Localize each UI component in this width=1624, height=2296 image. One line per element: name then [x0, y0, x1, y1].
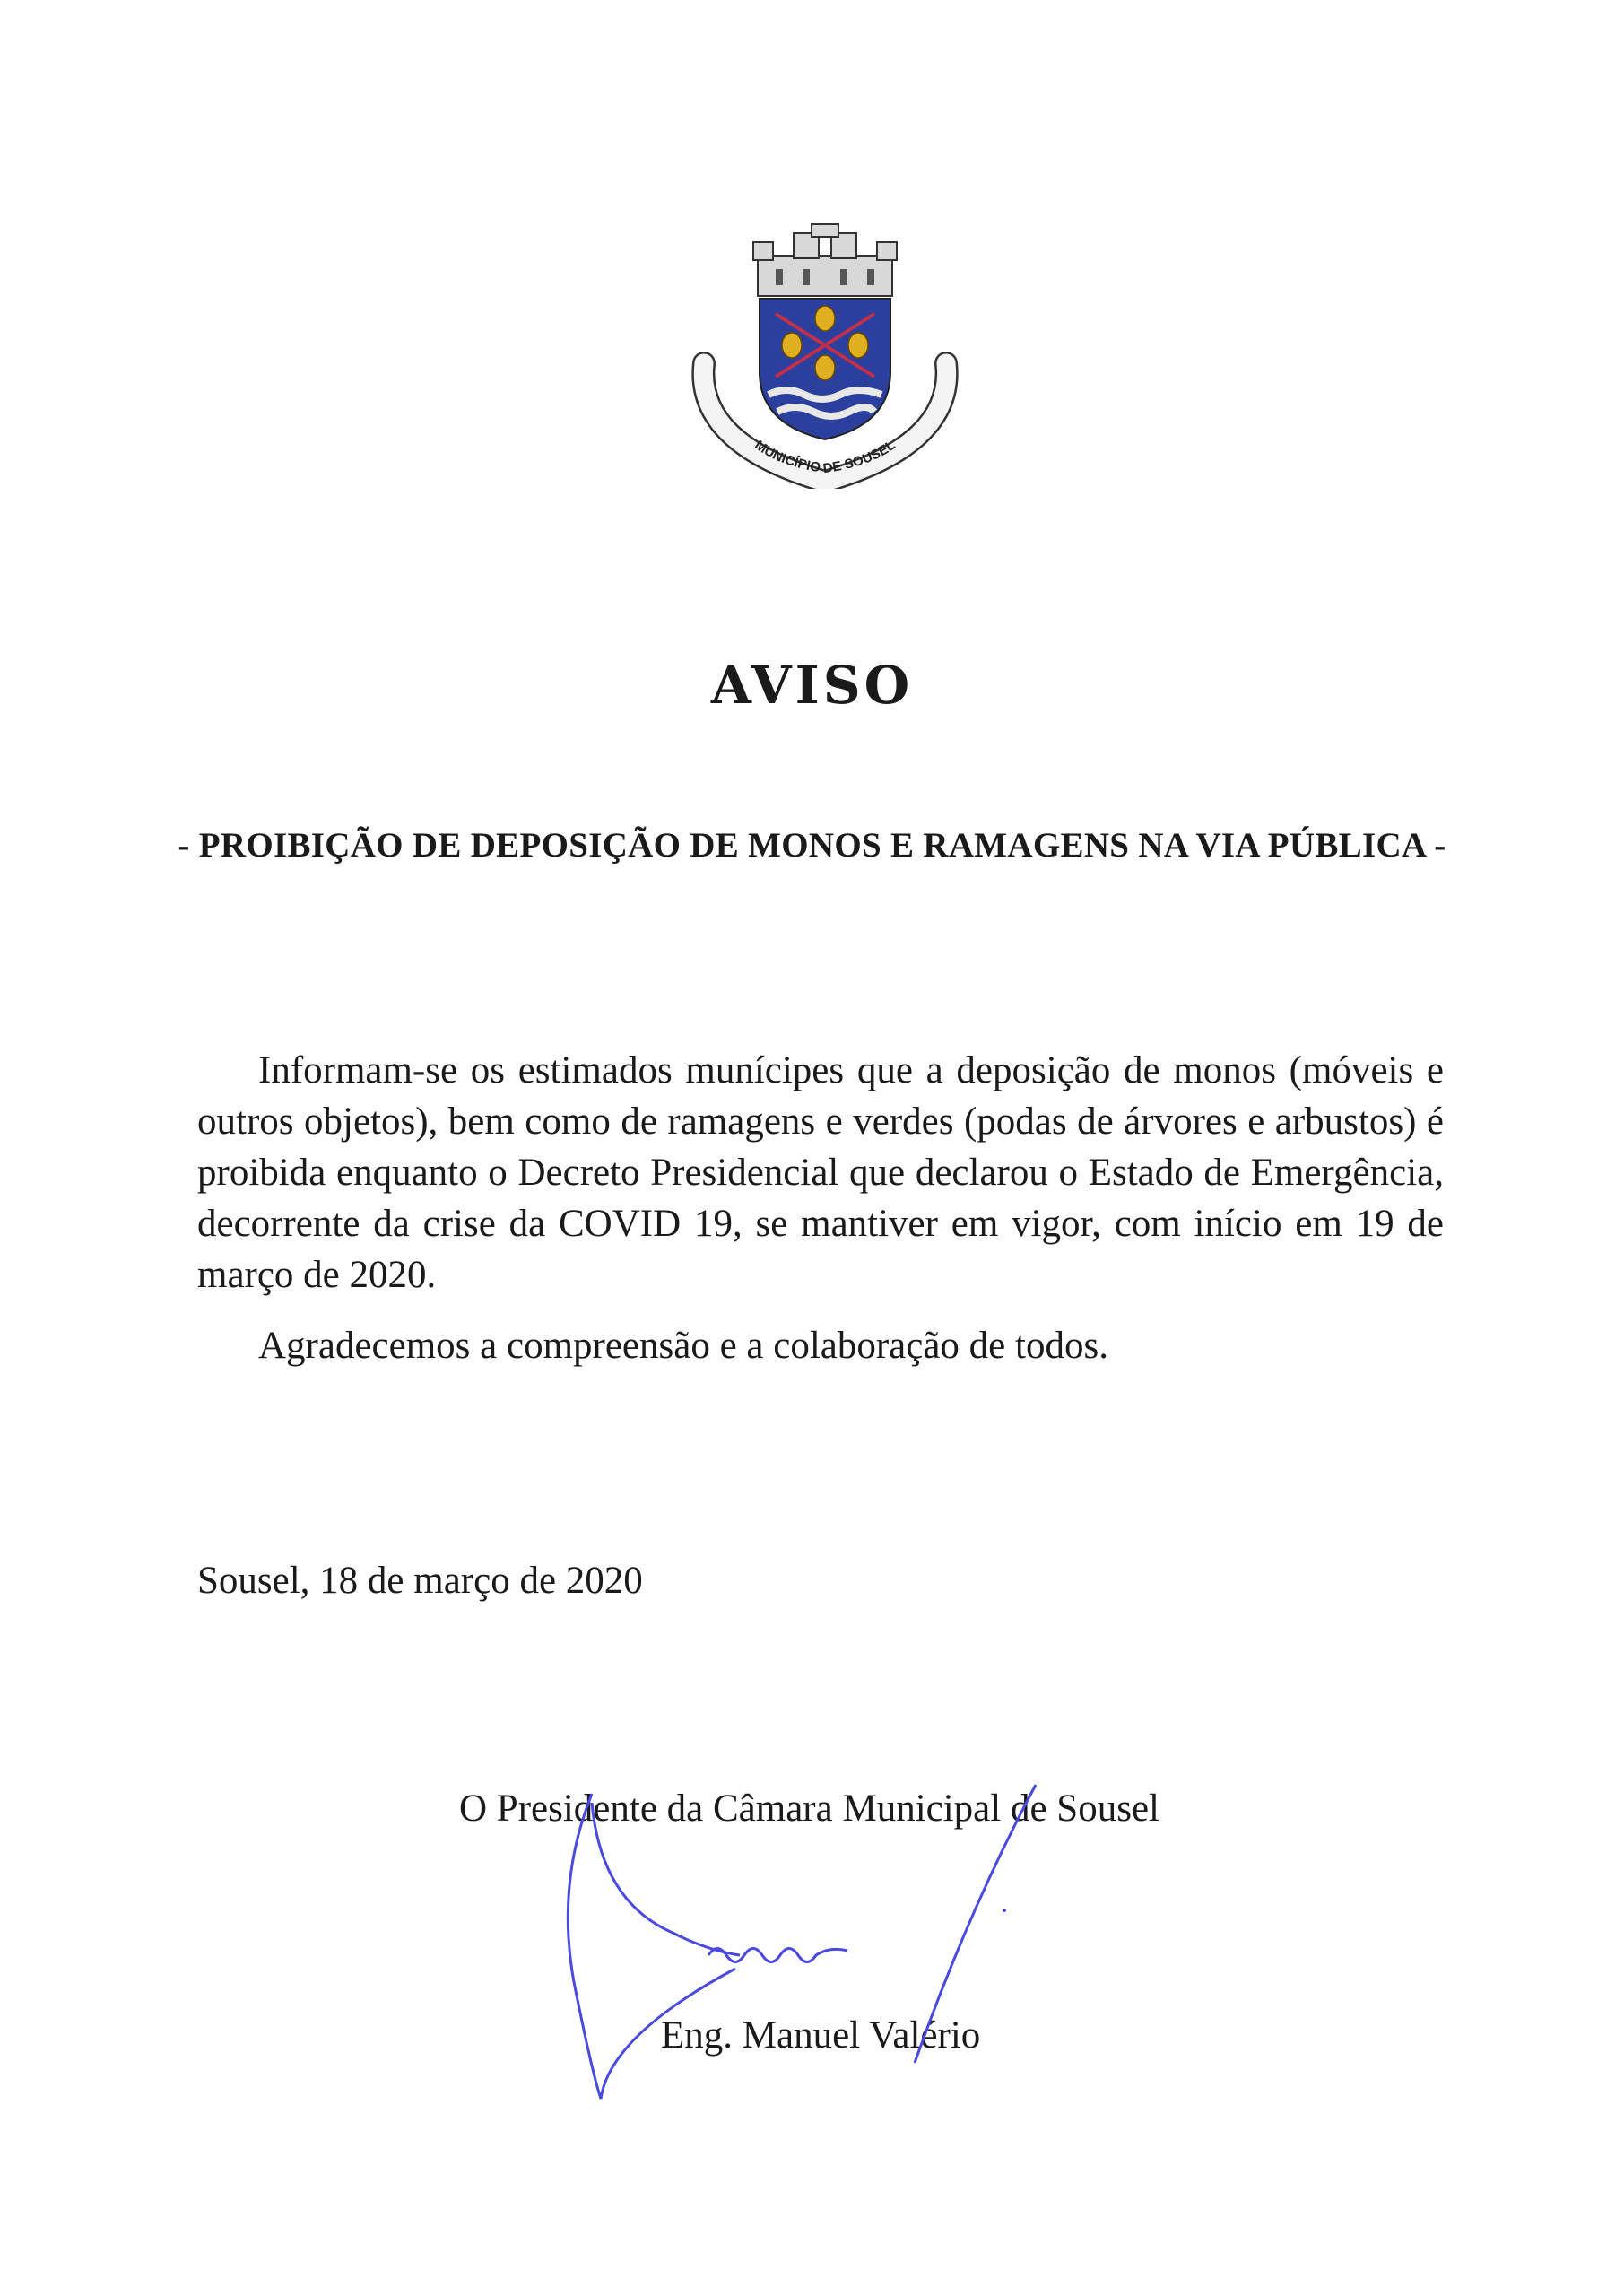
notice-body	[197, 1045, 1444, 1371]
municipal-crest-icon	[686, 220, 964, 489]
signer-role: O Presidente da Câmara Municipal de Sousel	[459, 1787, 1159, 1830]
notice-subtitle: - PROIBIÇÃO DE DEPOSIÇÃO DE MONOS E RAMAGENS NA VIA PÚBLICA -	[178, 826, 1446, 865]
notice-title: AVISO	[710, 655, 914, 716]
signer-name: Eng. Manuel Valério	[661, 2014, 981, 2057]
crest-inscription: MUNICÍPIO DE SOUSEL	[751, 437, 899, 477]
notice-paragraph: Agradecemos a compreensão e a colaboração de todos.	[258, 1325, 1108, 1367]
notice-paragraph: Informam-se os estimados munícipes que a deposição de monos (móveis e outros objetos), bem como de ramagens e verdes (podas de árvores e arbustos) é proibida enquanto o Decreto Presidencial que declarou o Estado de Emergência, decorrente da crise da COVID 19, se mantiver em vigor, com início em 19 de março de 2020.	[197, 1049, 1444, 1296]
notice-date: Sousel, 18 de março de 2020	[197, 1560, 643, 1602]
